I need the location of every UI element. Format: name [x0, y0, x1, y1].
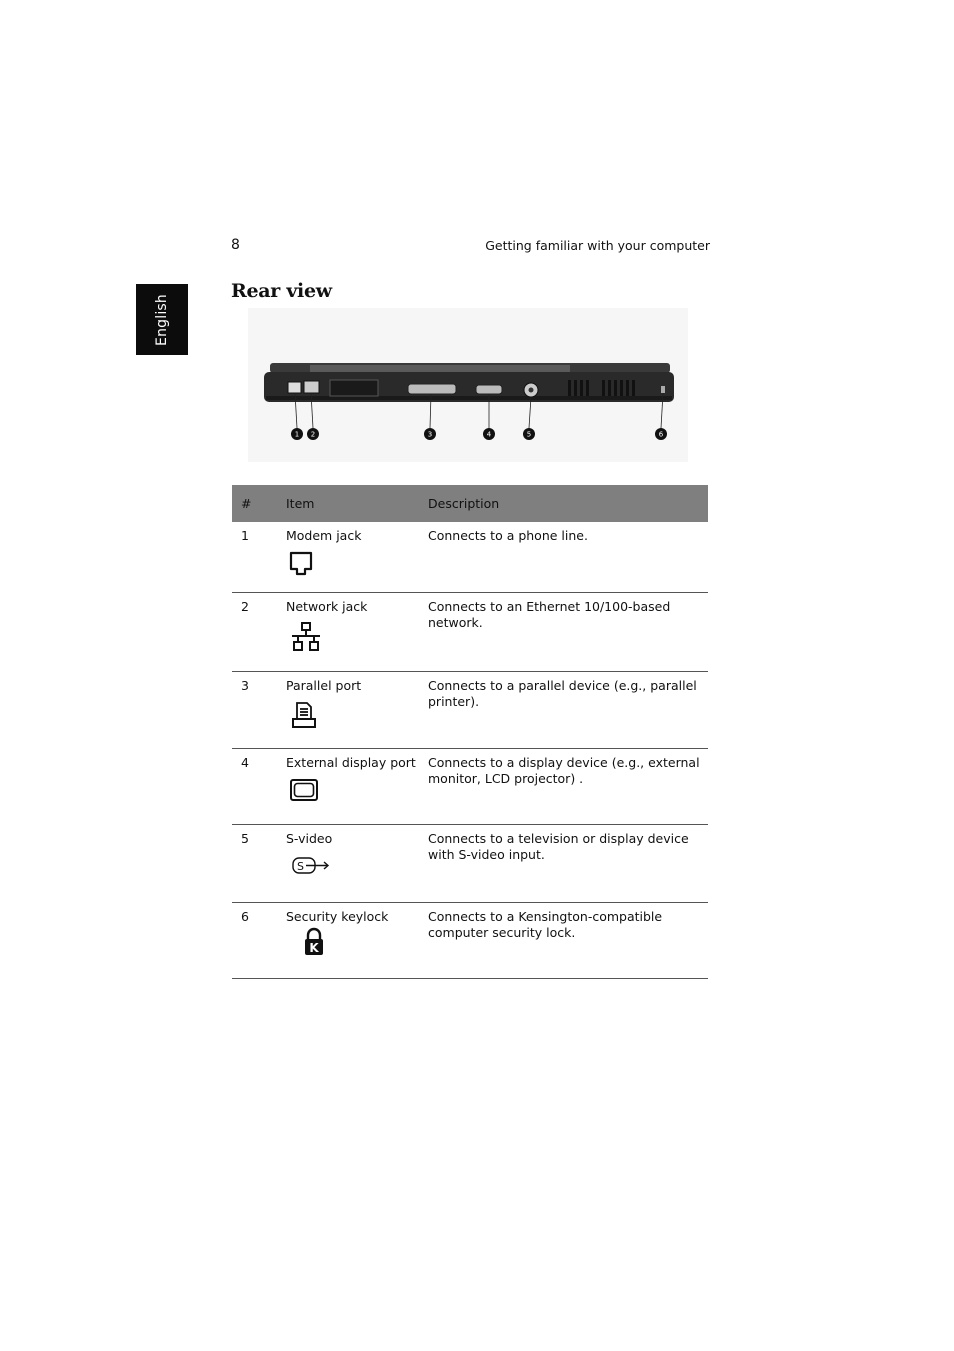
- header-item: Item: [286, 485, 428, 522]
- ports-table: [232, 485, 708, 979]
- row-description: Connects to a Kensington-compatible computer security lock.: [428, 908, 663, 940]
- row-item: Modem jack: [286, 528, 362, 543]
- language-tab-label: English: [154, 293, 170, 346]
- laptop-rear-illustration: [248, 308, 688, 462]
- page-number: 8: [231, 237, 240, 253]
- running-title: Getting familiar with your computer: [485, 238, 710, 253]
- row-num: 1: [241, 528, 249, 543]
- monitor-icon: [289, 778, 319, 802]
- callout-2: 2: [310, 430, 316, 439]
- network-icon: [289, 622, 323, 654]
- row-num: 4: [241, 754, 249, 770]
- callout-group: [291, 428, 667, 440]
- table-row: [232, 902, 708, 978]
- row-item: S-video: [286, 830, 333, 846]
- s-video-icon: [289, 854, 331, 878]
- printer-icon: [289, 701, 319, 731]
- table-row: [232, 592, 708, 671]
- table-row: [232, 522, 708, 592]
- row-item: Network jack: [286, 598, 368, 614]
- row-description: Connects to an Ethernet 10/100-based network.: [428, 598, 671, 630]
- rear-view-photo: [248, 308, 688, 462]
- svg-text:S: S: [297, 859, 304, 873]
- table-header-row: [232, 485, 708, 522]
- header-num: #: [232, 485, 286, 522]
- row-description: Connects to a television or display device with S-video input.: [428, 830, 689, 862]
- kensington-lock-icon: [300, 927, 330, 957]
- callout-4: 4: [486, 430, 492, 439]
- row-description: Connects to a display device (e.g., external monitor, LCD projector) .: [428, 754, 700, 786]
- modem-jack-icon: [289, 551, 315, 577]
- row-item: Security keylock: [286, 908, 389, 924]
- language-tab: [136, 284, 188, 355]
- table-row: [232, 824, 708, 902]
- callout-3: 3: [427, 430, 433, 439]
- svg-text:K: K: [309, 940, 319, 955]
- callout-6: 6: [658, 430, 664, 439]
- table-row: [232, 748, 708, 824]
- callout-5: 5: [526, 430, 532, 439]
- row-item: Parallel port: [286, 677, 362, 693]
- section-title: Rear view: [231, 280, 332, 302]
- table-row: [232, 671, 708, 748]
- row-description: Connects to a parallel device (e.g., parallel printer).: [428, 677, 697, 709]
- row-description: Connects to a phone line.: [428, 528, 588, 543]
- callout-1: 1: [294, 430, 300, 439]
- header-description: Description: [428, 485, 708, 522]
- row-num: 3: [241, 677, 249, 693]
- row-num: 5: [241, 830, 249, 846]
- row-num: 6: [241, 908, 249, 924]
- row-item: External display port: [286, 754, 416, 770]
- row-num: 2: [241, 598, 249, 614]
